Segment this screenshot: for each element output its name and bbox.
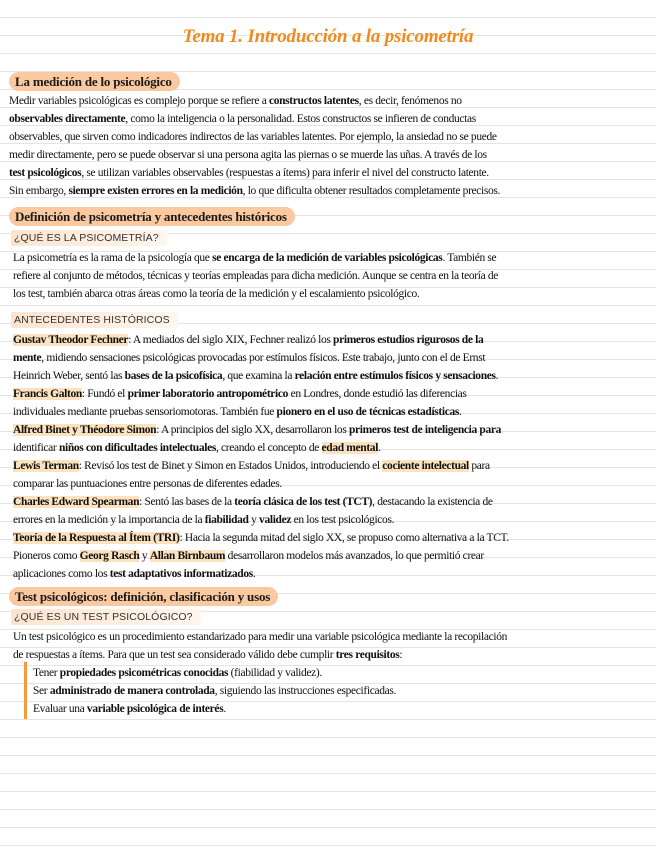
bold-term: test psicológicos — [9, 167, 82, 179]
bold-term: variable psicológica de interés — [86, 703, 224, 715]
highlighted-term: Charles Edward Spearman — [13, 496, 140, 508]
text-line — [13, 565, 509, 583]
text-line — [9, 110, 500, 128]
bold-term: primeros test de inteligencia para — [348, 424, 502, 436]
text-run: individuales mediante pruebas sensoriomotoras. También fue — [13, 406, 277, 418]
text-run: , se utilizan variables observables (respuestas a ítems) para inferir el nivel del constructo latente. — [81, 167, 489, 179]
text-line — [33, 700, 396, 718]
paragraph-test — [13, 628, 507, 664]
section-heading-tests: Test psicológicos: definición, clasificación y usos — [9, 587, 278, 606]
text-run: Heinrich Weber, sentó las — [13, 370, 125, 382]
text-line — [13, 249, 498, 267]
text-run: . — [459, 406, 462, 418]
text-run: : Hacia la segunda mitad del siglo XX, se propuso como alternativa a la TCT. — [179, 532, 509, 544]
subheading-que-es-psicometria: ¿QUÉ ES LA PSICOMETRÍA? — [11, 230, 167, 246]
text-run: , lo que dificulta obtener resultados completamente precisos. — [242, 185, 501, 197]
bold-term: propiedades psicométricas conocidas — [59, 667, 229, 679]
text-run: , que examina la — [222, 370, 295, 382]
text-line — [13, 331, 509, 349]
text-run: , destacando la existencia de — [372, 496, 493, 508]
text-line — [13, 511, 509, 529]
text-run: y — [248, 514, 260, 526]
text-run: identificar — [13, 442, 59, 454]
bold-term: test adaptativos informatizados — [109, 568, 253, 580]
text-run: Pioneros como — [13, 550, 80, 562]
paragraph-antecedentes — [13, 331, 509, 583]
text-run: : — [399, 649, 403, 661]
text-line — [13, 385, 509, 403]
text-line — [13, 367, 509, 385]
text-line — [13, 349, 509, 367]
text-run: y — [139, 550, 150, 562]
highlighted-term: Alfred Binet y Théodore Simon — [13, 424, 157, 436]
text-run: comparar las puntuaciones entre personas de diferentes edades. — [13, 478, 282, 490]
text-run: observables, que sirven como indicadores indirectos de las variables latentes. Por ejemplo, la ansiedad no se puede — [9, 131, 497, 143]
text-line — [13, 267, 498, 285]
bold-term: validez — [259, 514, 292, 526]
requisitos-bar — [24, 662, 27, 719]
highlighted-term: cociente intelectual — [382, 460, 469, 472]
text-run: : Fundó el — [81, 388, 128, 400]
bold-term: pionero en el uso de técnicas estadísticas — [276, 406, 460, 418]
bold-term: bases de la psicofísica — [124, 370, 223, 382]
text-line — [13, 646, 507, 664]
text-line — [13, 529, 509, 547]
bold-term: siempre existen errores en la medición — [68, 185, 243, 197]
text-run: . — [378, 442, 381, 454]
text-line — [9, 128, 500, 146]
highlighted-term: Lewis Terman — [13, 460, 79, 472]
text-line — [13, 439, 509, 457]
text-run: para — [468, 460, 490, 472]
text-run: en los test psicológicos. — [291, 514, 395, 526]
text-run: Evaluar una — [33, 703, 87, 715]
bold-term: mente — [13, 352, 42, 364]
text-line — [33, 682, 396, 700]
highlighted-term: Teoría de la Respuesta al Ítem (TRI) — [13, 532, 180, 544]
text-run: refiere al conjunto de métodos, técnicas y teorías empleadas para dicha medición. Aunque se centra en la teoría de — [13, 270, 499, 282]
bold-term: constructos latentes — [268, 95, 359, 107]
subheading-antecedentes: ANTECEDENTES HISTÓRICOS — [11, 312, 178, 328]
text-run: . También se — [442, 252, 497, 264]
text-run: : A principios del siglo XX, desarrollaron los — [156, 424, 349, 436]
text-line — [13, 475, 509, 493]
text-run: de respuestas a ítems. Para que un test sea considerado válido debe cumplir — [13, 649, 336, 661]
bold-term: tres requisitos — [335, 649, 400, 661]
text-line — [13, 403, 509, 421]
highlighted-term: Georg Rasch — [79, 550, 140, 562]
text-run: en Londres, donde estudió las diferencias — [288, 388, 467, 400]
text-run: Sin embargo, — [9, 185, 69, 197]
text-run: Un test psicológico es un procedimiento estandarizado para medir una variable psicológica mediante la recopilación — [13, 631, 508, 643]
text-run: (fiabilidad y validez). — [228, 667, 322, 679]
bold-term: observables directamente — [9, 113, 126, 125]
requisitos-list — [33, 664, 396, 718]
text-run: , es decir, fenómenos no — [358, 95, 462, 107]
bold-term: fiabilidad — [204, 514, 249, 526]
text-line — [33, 664, 396, 682]
highlighted-term: Allan Birnbaum — [149, 550, 226, 562]
text-line — [13, 493, 509, 511]
text-run: los test, también abarca otras áreas como la teoría de la medición y el escalamiento psicológico. — [13, 288, 420, 300]
bold-term: primeros estudios rigurosos de la — [333, 334, 484, 346]
text-run: Medir variables psicológicas es complejo porque se refiere a — [9, 95, 269, 107]
highlighted-term: Gustav Theodor Fechner — [13, 334, 129, 346]
paragraph-medicion — [9, 92, 500, 200]
bold-term: se encarga de la medición de variables psicológicas — [212, 252, 443, 264]
text-line — [9, 182, 500, 200]
page-title: Tema 1. Introducción a la psicometría — [182, 26, 474, 47]
bold-term: relación entre estímulos físicos y sensaciones — [294, 370, 496, 382]
section-heading-medicion: La medición de lo psicológico — [9, 72, 180, 91]
text-run: Ser — [33, 685, 50, 697]
text-run: . — [252, 568, 256, 580]
text-line — [13, 628, 507, 646]
subheading-que-es-test: ¿QUÉ ES UN TEST PSICOLÓGICO? — [11, 609, 201, 625]
text-run: medir directamente, pero se puede observar si una persona agita las piernas o se muerde las uñas. A través de los — [9, 149, 487, 161]
text-run: , siguiendo las instrucciones especificadas. — [214, 685, 397, 697]
bold-term: niños con dificultades intelectuales — [58, 442, 216, 454]
text-run: Tener — [33, 667, 60, 679]
text-run: desarrollaron modelos más avanzados, lo que permitió crear — [225, 550, 484, 562]
text-run: aplicaciones como los — [13, 568, 110, 580]
highlighted-term: Francis Galton — [13, 388, 82, 400]
text-run: . — [495, 370, 499, 382]
text-line — [13, 547, 509, 565]
text-line — [9, 164, 500, 182]
text-run: : Sentó las bases de la — [139, 496, 235, 508]
text-line — [13, 421, 509, 439]
bold-term: administrado de manera controlada — [49, 685, 215, 697]
text-run: , midiendo sensaciones psicológicas provocadas por estímulos físicos. Este trabajo, junto con el de Ernst — [41, 352, 486, 364]
section-heading-definicion: Definición de psicometría y antecedentes históricos — [9, 207, 295, 226]
bold-term: teoría clásica de los test (TCT) — [234, 496, 373, 508]
text-line — [9, 146, 500, 164]
paragraph-psicometria — [13, 249, 498, 303]
bold-term: primer laboratorio antropométrico — [127, 388, 289, 400]
highlighted-term: edad mental — [321, 442, 379, 454]
text-run: : Revisó los test de Binet y Simon en Estados Unidos, introduciendo el — [78, 460, 383, 472]
text-line — [13, 457, 509, 475]
text-run: . — [223, 703, 226, 715]
text-run: errores en la medición y la importancia de la — [13, 514, 205, 526]
text-run: , como la inteligencia o la personalidad. Estos constructos se infieren de conductas — [125, 113, 476, 125]
text-line — [13, 285, 498, 303]
text-line — [9, 92, 500, 110]
text-run: La psicometría es la rama de la psicología que — [13, 252, 213, 264]
text-run: , creando el concepto de — [215, 442, 322, 454]
text-run: : A mediados del siglo XIX, Fechner realizó los — [128, 334, 334, 346]
